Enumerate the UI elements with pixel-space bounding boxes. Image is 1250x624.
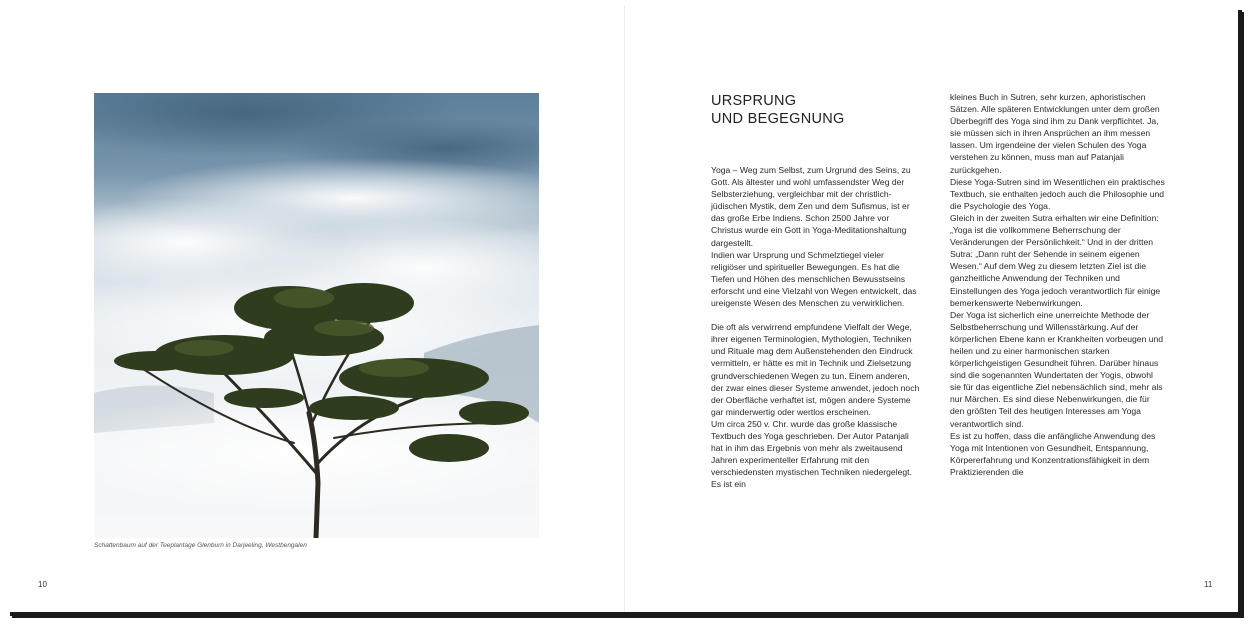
- paragraph: Indien war Ursprung und Schmelztiegel vieler religiöser und spiritueller Bewegungen. Es hat die Tiefen und Höhen des menschlichen Bewusstseins erforscht und eine Vielzahl von Wegen entwickelt, das ureigenste Wesen des Menschen zu verwirklichen.: [711, 249, 917, 309]
- paragraph: Um circa 250 v. Chr. wurde das große klassische Textbuch des Yoga geschrieben. Der Autor Patanjali hat in ihm das Ergebnis von mehr als zweitausend Jahren experimenteller Erfahrung mit den verschiedensten mystischen Techniken niedergelegt. Es ist ein: [711, 418, 912, 490]
- paragraph: Diese Yoga-Sutren sind im Wesentlichen ein praktisches Textbuch, sie enthalten jedoch auch die Philosophie und die Psychologie des Yoga.: [950, 176, 1165, 211]
- chapter-title: [711, 92, 845, 128]
- paragraph: Yoga – Weg zum Selbst, zum Urgrund des Seins, zu Gott. Als ältester und wohl umfassendster Weg der Selbsterziehung, vergleichbar mit der christlich-jüdischen Mystik, dem Zen und dem Sufismus, ist er das große Erbe Indiens. Schon 2500 Jahre vor Christus wurde ein Gott in Yoga-Meditationshaltung dargestellt.: [711, 165, 911, 248]
- text-column-1: [711, 164, 921, 490]
- paragraph: Es ist zu hoffen, dass die anfängliche Anwendung des Yoga mit Intentionen von Gesundheit, Entspannung, Körpererfahrung und Konzentrationsfähigkeit in dem Praktizierenden die: [950, 430, 1156, 477]
- chapter-title-line1: URSPRUNG: [711, 93, 797, 109]
- paragraph: kleines Buch in Sutren, sehr kurzen, aphoristischen Sätzen. Alle späteren Entwicklungen unter dem großen Überbegriff des Yoga sind ihm zu Dank verpflichtet. Ja, sie müssen sich in ihren Ansprüchen an ihm messen lassen. Um irgendeine der vielen Schulen des Yoga verstehen zu können, muss man auf Patanjali zurückgehen.: [950, 92, 1160, 175]
- book-spread: [6, 6, 1238, 612]
- text-column-2: [950, 91, 1165, 478]
- paragraph: Gleich in der zweiten Sutra erhalten wir eine Definition: „Yoga ist die vollkommene Beherrschung der Veränderungen der Persönlichkeit.“ Und in der dritten Sutra: „Dann ruht der Sehende in seinem eigenen Wesen.“ Auf dem Weg zu diesem letzten Ziel ist die ganzheitliche Anwendung der Techniken und Einstellungen des Yoga jedoch verantwortlich für einige bemerkenswerte Nebenwirkungen.: [950, 212, 1161, 308]
- chapter-title-line2: UND BEGEGNUNG: [711, 111, 845, 127]
- photo-caption: Schattenbaum auf der Teeplantage Glenburn in Darjeeling, Westbengalen: [94, 542, 307, 549]
- book-gutter: [624, 6, 625, 612]
- tree-in-clouds-photo: [94, 93, 539, 538]
- paragraph: Die oft als verwirrend empfundene Vielfalt der Wege, ihrer eigenen Terminologien, Mythologien, Techniken und Rituale mag dem Außenstehenden den Eindruck vermitteln, er hätte es mit in Technik und Zielsetzung grundverschiedenen Wegen zu tun. Einem anderen, der zwar eines dieser Systeme anwendet, jedoch noch der Oberfläche verhaftet ist, mögen andere Systeme gar minderwertig oder wertlos erscheinen.: [711, 322, 920, 417]
- paragraph: Der Yoga ist sicherlich eine unerreichte Methode der Selbstbeherrschung und Willensstärkung. Auf der körperlichen Ebene kann er Krankheiten vorbeugen und heilen und zu einer harmonischen starken körperlichgeistigen Gesundheit führen. Darüber hinaus sind die sogenannten Wundertaten der Yogis, obwohl sie für das eigentliche Ziel nebensächlich sind, mehr als nur Märchen. Es sind diese Nebenwirkungen, die für den größten Teil des heutigen Interesses am Yoga verantwortlich sind.: [950, 309, 1164, 429]
- tree-photo-illustration: [94, 93, 539, 538]
- page-number-right: 11: [1204, 580, 1213, 589]
- page-number-left: 10: [38, 580, 47, 589]
